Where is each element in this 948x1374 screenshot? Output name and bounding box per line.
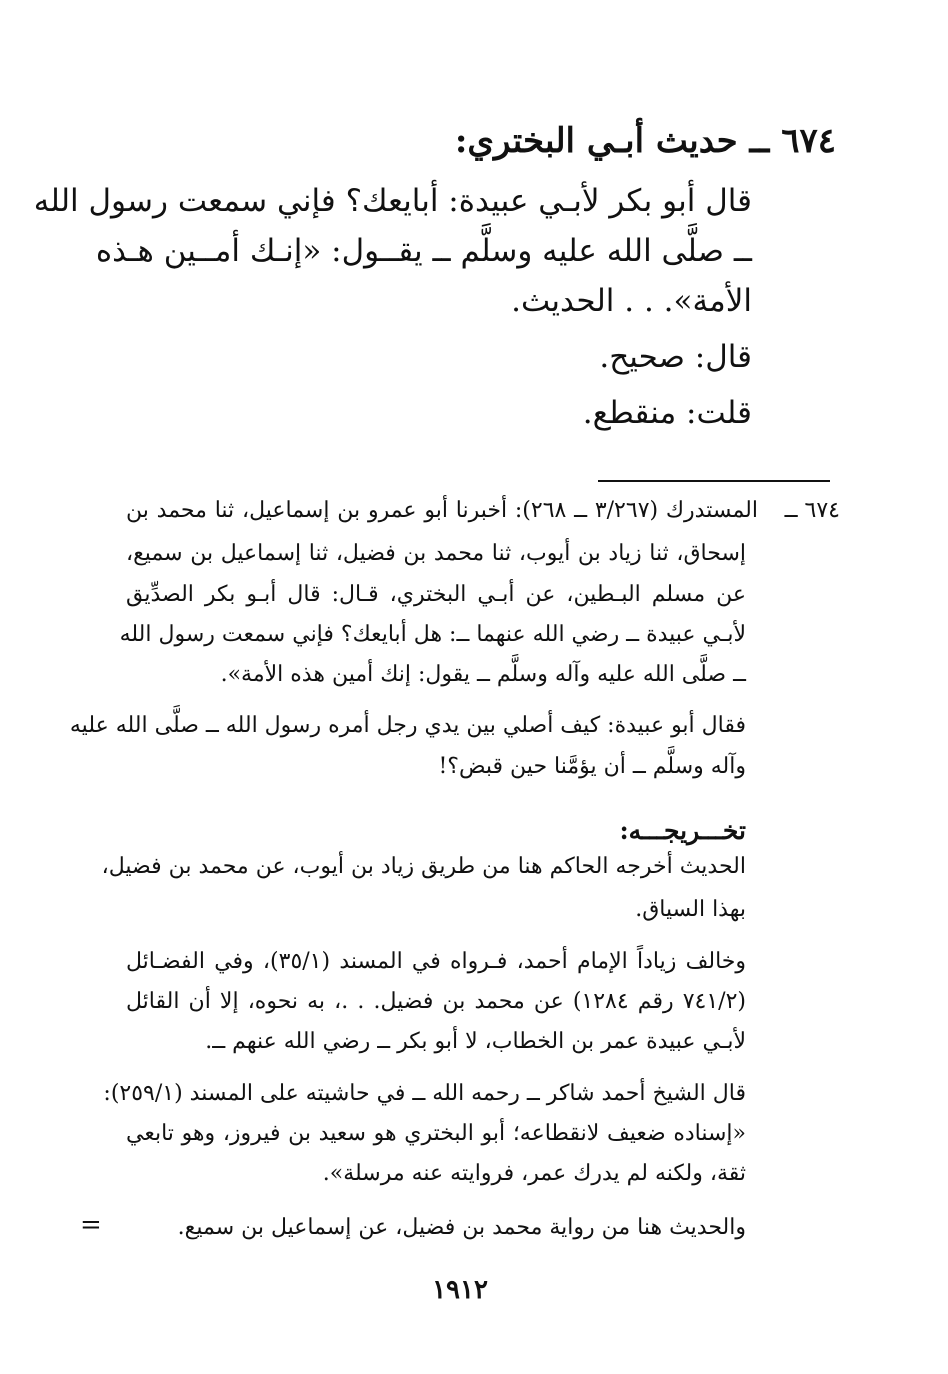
footnote-source-line-5: ــ صلَّى الله عليه وآله وسلَّم ــ يقول: إنك أمين هذه الأمة». [220, 662, 746, 687]
footnote-number: ٦٧٤ ــ [784, 498, 840, 523]
entry-body-line-2: ــ صلَّى الله عليه وسلَّم ــ يقــول: «إنـك أمــين هـذه [95, 233, 752, 269]
entry-verdict-said: قال: صحيح. [599, 339, 752, 375]
shakir-line-1: قال الشيخ أحمد شاكر ــ رحمه الله ــ في حاشيته على المسند (٢٥٩/١): [103, 1081, 746, 1106]
entry-heading: ٦٧٤ ــ حديث أبـي البختري: [454, 121, 836, 161]
takhrij-line-1: الحديث أخرجه الحاكم هنا من طريق زياد بن أيوب، عن محمد بن فضيل، [101, 854, 746, 879]
takhrij-line-2: بهذا السياق. [635, 897, 746, 922]
final-line: والحديث هنا من رواية محمد بن فضيل، عن إسماعيل بن سميع. [177, 1215, 746, 1240]
footnote-source-line-4: لأبـي عبيدة ــ رضي الله عنهما ــ: هل أبايعك؟ فإني سمعت رسول الله [119, 622, 746, 647]
ahmad-line-2: (٧٤١/٢ رقم ١٢٨٤) عن محمد بن فضيل. . .، به نحوه، إلا أن القائل [126, 989, 746, 1014]
ahmad-line-3: لأبـي عبيدة عمر بن الخطاب، لا أبو بكر ــ رضي الله عنهم ــ. [205, 1029, 746, 1054]
shakir-line-3: ثقة، ولكنه لم يدرك عمر، فروايته عنه مرسلة». [322, 1161, 746, 1186]
footnote-source-line-3: عن مسلم البـطين، عن أبـي البختري، قـال: قال أبـو بكر الصدِّيق [126, 582, 746, 607]
footnote-source-line-1: المستدرك (٣/٢٦٧ ــ ٢٦٨): أخبرنا أبو عمرو بن إسماعيل، ثنا محمد بن [126, 498, 759, 523]
entry-body-line-1: قال أبو بكر لأبـي عبيدة: أبايعك؟ فإني سمعت رسول الله [33, 183, 752, 219]
shakir-line-2: «إسناده ضعيف لانقطاعه؛ أبو البختري هو سعيد بن فيروز، وهو تابعي [126, 1121, 746, 1146]
abu-ubayda-line-2: وآله وسلَّم ــ أن يؤمَّنا حين قبض؟! [438, 754, 746, 779]
takhrij-title: تخـــريجـــه: [619, 816, 746, 845]
entry-body-line-3: الأمة». . . الحديث. [511, 283, 752, 319]
page-number: ١٩١٢ [432, 1275, 488, 1305]
abu-ubayda-line-1: فقال أبو عبيدة: كيف أصلي بين يدي رجل أمره رسول الله ــ صلَّى الله عليه [69, 713, 746, 738]
ahmad-line-1: وخالف زياداً الإمام أحمد، فـرواه في المسند (٣٥/١)، وفي الفضـائل [126, 949, 746, 974]
footnote-source-line-2: إسحاق، ثنا زياد بن أيوب، ثنا محمد بن فضيل، ثنا إسماعيل بن سميع، [126, 541, 746, 566]
footnote-divider [598, 480, 830, 482]
continuation-mark: = [80, 1210, 102, 1240]
entry-verdict-i-said: قلت: منقطع. [582, 395, 752, 431]
